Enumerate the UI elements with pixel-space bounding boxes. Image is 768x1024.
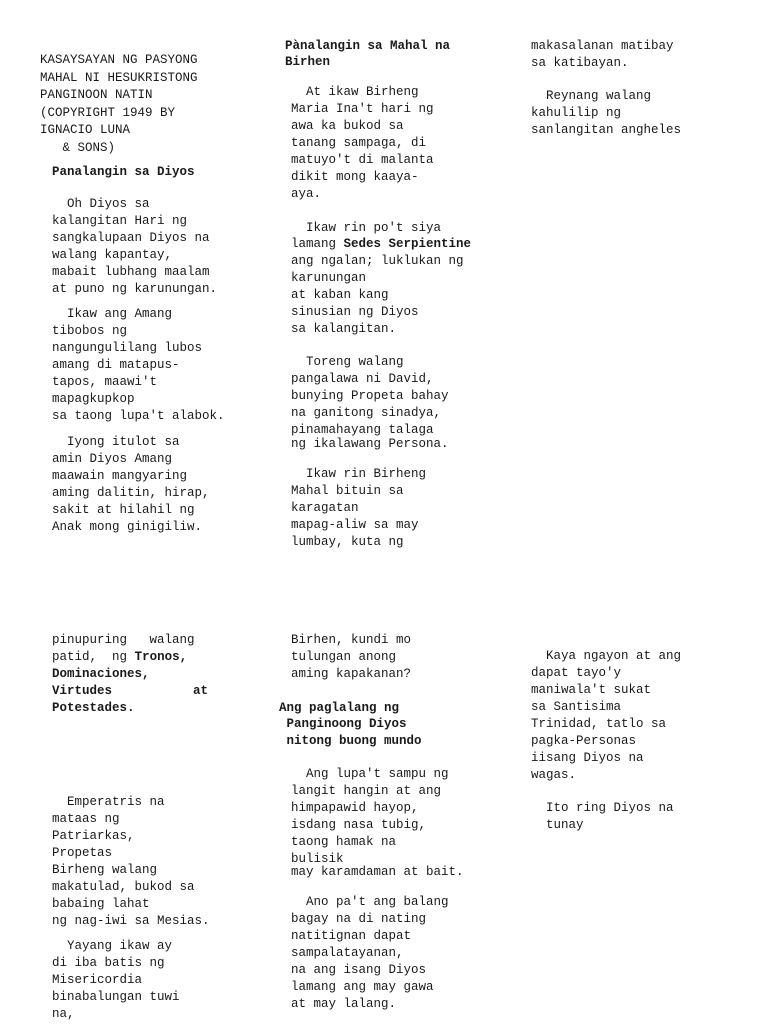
- term-tronos: Tronos,: [134, 650, 188, 664]
- section-heading-paglalang: Ang paglalang ng: [279, 701, 400, 715]
- term-virtudes: Virtudes: [52, 684, 113, 698]
- paragraph: makasalanan matibay sa katibayan.: [531, 39, 674, 70]
- paragraph: Oh Diyos sa kalangitan Hari ng sangkalupaan Diyos na walang kapantay, mabait lubhang maalam at puno ng karunungan.: [52, 197, 218, 296]
- paragraph: Ikaw rin po't siya: [291, 221, 442, 235]
- justified-line: [52, 683, 208, 700]
- paragraph: Ang lupa't sampu ng langit hangin at ang himpapawid hayop, isdang nasa tubig, taong hamak na bulisik: [291, 767, 449, 866]
- paragraph-line: ng ikalawang Persona.: [291, 437, 449, 451]
- paragraph: Reynang walang kahulilip ng sanlangitan angheles: [531, 89, 682, 137]
- justified-line: [52, 649, 187, 666]
- paragraph: At ikaw Birheng Maria Ina't hari ng awa ka bukod sa tanang sampaga, di matuyo't di malanta dikit mong kaaya- aya.: [291, 85, 434, 201]
- prayer-heading-diyos: Panalangin sa Diyos: [52, 165, 195, 179]
- prayer-heading-birhen: Pànalangin sa Mahal na Birhen: [285, 39, 451, 69]
- paragraph: Toreng walang pangalawa ni David, bunying Propeta bahay na ganitong sinadya, pinamahayang talaga: [291, 355, 449, 437]
- document-header: KASAYSAYAN NG PASYONG MAHAL NI HESUKRISTONG PANGINOON NATIN (COPYRIGHT 1949 BY IGNACIO LUNA & SONS): [40, 53, 198, 155]
- section-heading-paglalang-cont: Panginoong Diyos nitong buong mundo: [286, 717, 422, 748]
- word: patid,: [52, 650, 98, 664]
- paragraph: Kaya ngayon at ang dapat tayo'y maniwala't sukat sa Santisima Trinidad, tatlo sa pagka-Personas iisang Diyos na wagas.: [531, 649, 682, 782]
- paragraph: Emperatris na mataas ng Patriarkas, Propetas Birheng walang makatulad, bukod sa babaing lahat ng nag-iwi sa Mesias.: [52, 795, 210, 928]
- paragraph: Birhen, kundi mo tulungan anong aming kapakanan?: [291, 633, 412, 681]
- justified-line: [52, 632, 195, 649]
- paragraph: Ano pa't ang balang bagay na di nating natitignan dapat sampalatayanan, na ang isang Diyos lamang ang may gawa at may lalang.: [291, 895, 449, 1011]
- paragraph: Ikaw rin Birheng Mahal bituin sa karagatan mapag-aliw sa may lumbay, kuta ng: [291, 467, 427, 549]
- paragraph: Ikaw ang Amang tibobos ng nangungulilang lubos amang di matapus- tapos, maawi't mapagkupkop sa taong lupa't alabok.: [52, 307, 225, 423]
- word: pinupuring: [52, 633, 128, 647]
- paragraph-line: may karamdaman at bait.: [291, 865, 464, 879]
- term-dominaciones: Dominaciones,: [52, 667, 150, 681]
- paragraph: ang ngalan; luklukan ng karunungan at kaban kang sinusian ng Diyos sa kalangitan.: [291, 254, 464, 336]
- word: at: [192, 684, 208, 698]
- paragraph: Ito ring Diyos na tunay: [546, 801, 674, 832]
- paragraph: Yayang ikaw ay di iba batis ng Misericordia binabalungan tuwi na,: [52, 939, 180, 1021]
- sedes-serpientine-term: Sedes Serpientine: [343, 237, 472, 251]
- word: walang: [149, 633, 195, 647]
- word: ng: [112, 650, 128, 664]
- term-potestades: Potestades.: [52, 701, 135, 715]
- paragraph-line: [291, 236, 471, 253]
- paragraph: Iyong itulot sa amin Diyos Amang maawain mangyaring aming dalitin, hirap, sakit at hilahil ng Anak mong ginigiliw.: [52, 435, 210, 534]
- paragraph-line-lead: lamang: [291, 237, 344, 251]
